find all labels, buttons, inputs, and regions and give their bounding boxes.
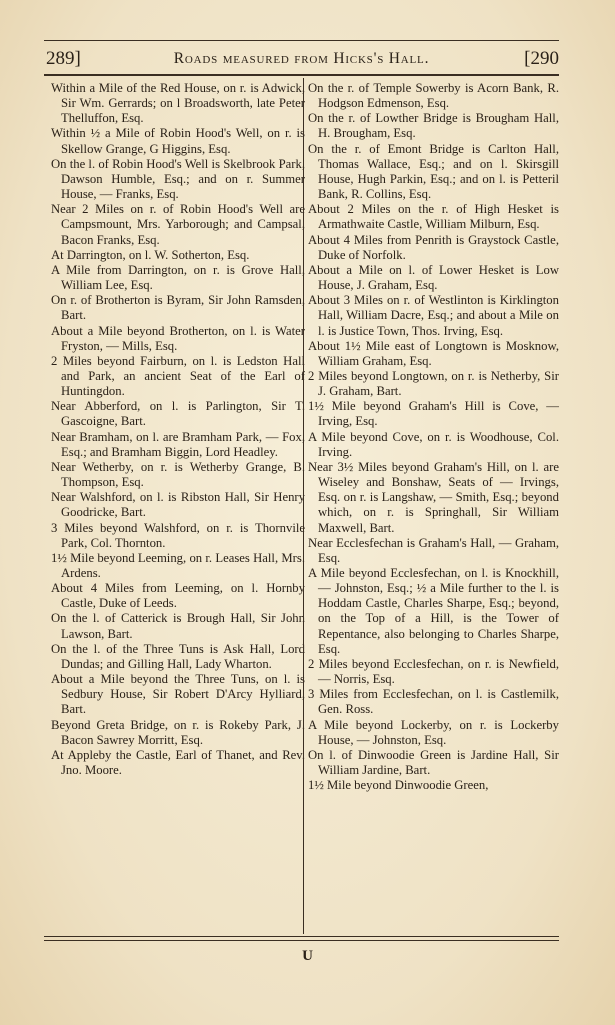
left-column: [51, 81, 305, 778]
road-entry: Near Ecclesfechan is Graham's Hall, — Graham, Esq.: [308, 535, 559, 565]
road-entry: 2 Miles beyond Ecclesfechan, on r. is Newfield, — Norris, Esq.: [308, 656, 559, 687]
right-column: [308, 81, 559, 793]
road-entry: On r. of Brotherton is Byram, Sir John Ramsden, Bart.: [51, 293, 305, 323]
road-entry: About 1½ Mile east of Longtown is Mosknow, William Graham, Esq.: [308, 338, 559, 368]
road-entry: About a Mile on l. of Lower Hesket is Low House, J. Graham, Esq.: [308, 262, 559, 293]
road-entry: 2 Miles beyond Fairburn, on l. is Ledston Hall and Park, an ancient Seat of the Earl of Huntingdon.: [51, 353, 305, 399]
road-entry: On the r. of Temple Sowerby is Acorn Bank, R. Hodgson Edmenson, Esq.: [308, 81, 559, 111]
running-title: Roads measured from Hicks's Hall.: [173, 50, 430, 67]
road-entry: On the l. of Robin Hood's Well is Skelbrook Park, Dawson Humble, Esq.; and on r. Summer House, — Franks, Esq.: [51, 156, 305, 202]
road-entry: A Mile beyond Ecclesfechan, on l. is Knockhill, — Johnston, Esq.; ½ a Mile further to the l. is Hoddam Castle, Charles Sharpe, Esq.; beyond, on the Top of a Hill, is the Tower of Repentance, also belonging to Charles Sharpe, Esq.: [308, 566, 559, 656]
road-entry: A Mile beyond Cove, on r. is Woodhouse, Col. Irving.: [308, 429, 559, 459]
top-rule: [44, 40, 559, 41]
road-entry: 1½ Mile beyond Leeming, on r. Leases Hall, Mrs. Ardens.: [51, 550, 305, 580]
column-divider: [303, 78, 304, 934]
road-entry: Near 2 Miles on r. of Robin Hood's Well are Campsmount, Mrs. Yarborough; and Campsal, Bacon Franks, Esq.: [51, 202, 305, 247]
road-entry: A Mile from Darrington, on r. is Grove Hall, William Lee, Esq.: [51, 262, 305, 293]
road-entry: Near Abberford, on l. is Parlington, Sir T. Gascoigne, Bart.: [51, 399, 305, 429]
road-entry: About 4 Miles from Leeming, on l. Hornby Castle, Duke of Leeds.: [51, 581, 305, 611]
road-entry: Within ½ a Mile of Robin Hood's Well, on r. is Skellow Grange, G Higgins, Esq.: [51, 126, 305, 156]
road-entry: On the r. of Emont Bridge is Carlton Hall, Thomas Wallace, Esq.; and on l. Skirsgill House, Hugh Parkin, Esq.; and on l. is Petteril Bank, R. Collins, Esq.: [308, 141, 559, 202]
bottom-rule: [44, 936, 559, 941]
road-entry: About 3 Miles on r. of Westlinton is Kirklington Hall, William Dacre, Esq.; and about a Mile on l. is Justice Town, Thos. Irving, Esq.: [308, 293, 559, 338]
road-entry: 1½ Mile beyond Graham's Hill is Cove, — Irving, Esq.: [308, 399, 559, 429]
road-entry: About 2 Miles on the r. of High Hesket is Armathwaite Castle, William Milburn, Esq.: [308, 202, 559, 232]
road-entry: 3 Miles from Ecclesfechan, on l. is Castlemilk, Gen. Ross.: [308, 687, 559, 717]
signature-mark: U: [302, 948, 313, 964]
running-header: [44, 44, 559, 76]
page-number-left: 289]: [46, 48, 81, 69]
road-entry: Near 3½ Miles beyond Graham's Hill, on l. are Wiseley and Bonshaw, Seats of — Irvings, Esq. on r. is Langshaw, — Smith, Esq.; beyond which, on r. is Springhall, Sir William Maxwell, Bart.: [308, 459, 559, 535]
road-entry: Within a Mile of the Red House, on r. is Adwick, Sir Wm. Gerrards; on l Broadsworth, late Peter Thelluffon, Esq.: [51, 81, 305, 126]
road-entry: On the r. of Lowther Bridge is Brougham Hall, H. Brougham, Esq.: [308, 111, 559, 141]
road-entry: At Darrington, on l. W. Sotherton, Esq.: [51, 247, 250, 262]
page-number-right: [290: [524, 48, 559, 69]
road-entry: Near Wetherby, on r. is Wetherby Grange, B. Thompson, Esq.: [51, 459, 305, 490]
road-entry: At Appleby the Castle, Earl of Thanet, and Rev. Jno. Moore.: [51, 747, 305, 778]
road-entry: On l. of Dinwoodie Green is Jardine Hall, Sir William Jardine, Bart.: [308, 747, 559, 778]
road-entry: 1½ Mile beyond Dinwoodie Green,: [308, 778, 489, 793]
road-entry: About 4 Miles from Penrith is Graystock Castle, Duke of Norfolk.: [308, 232, 559, 262]
road-entry: On the l. of the Three Tuns is Ask Hall, Lord Dundas; and Gilling Hall, Lady Wharton.: [51, 641, 305, 671]
road-entry: A Mile beyond Lockerby, on r. is Lockerby House, — Johnston, Esq.: [308, 717, 559, 747]
road-entry: Beyond Greta Bridge, on r. is Rokeby Park, J. Bacon Sawrey Morritt, Esq.: [51, 717, 305, 747]
road-entry: On the l. of Catterick is Brough Hall, Sir John Lawson, Bart.: [51, 611, 305, 641]
road-entry: About a Mile beyond Brotherton, on l. is Water Fryston, — Mills, Esq.: [51, 323, 305, 353]
road-entry: 3 Miles beyond Walshford, on r. is Thornvile Park, Col. Thornton.: [51, 520, 305, 550]
road-entry: Near Bramham, on l. are Bramham Park, — Fox, Esq.; and Bramham Biggin, Lord Headley.: [51, 429, 305, 459]
road-entry: About a Mile beyond the Three Tuns, on l. is Sedbury House, Sir Robert D'Arcy Hylliard, Bart.: [51, 672, 305, 717]
road-entry: Near Walshford, on l. is Ribston Hall, Sir Henry Goodricke, Bart.: [51, 490, 305, 520]
road-entry: 2 Miles beyond Longtown, on r. is Netherby, Sir J. Graham, Bart.: [308, 368, 559, 399]
